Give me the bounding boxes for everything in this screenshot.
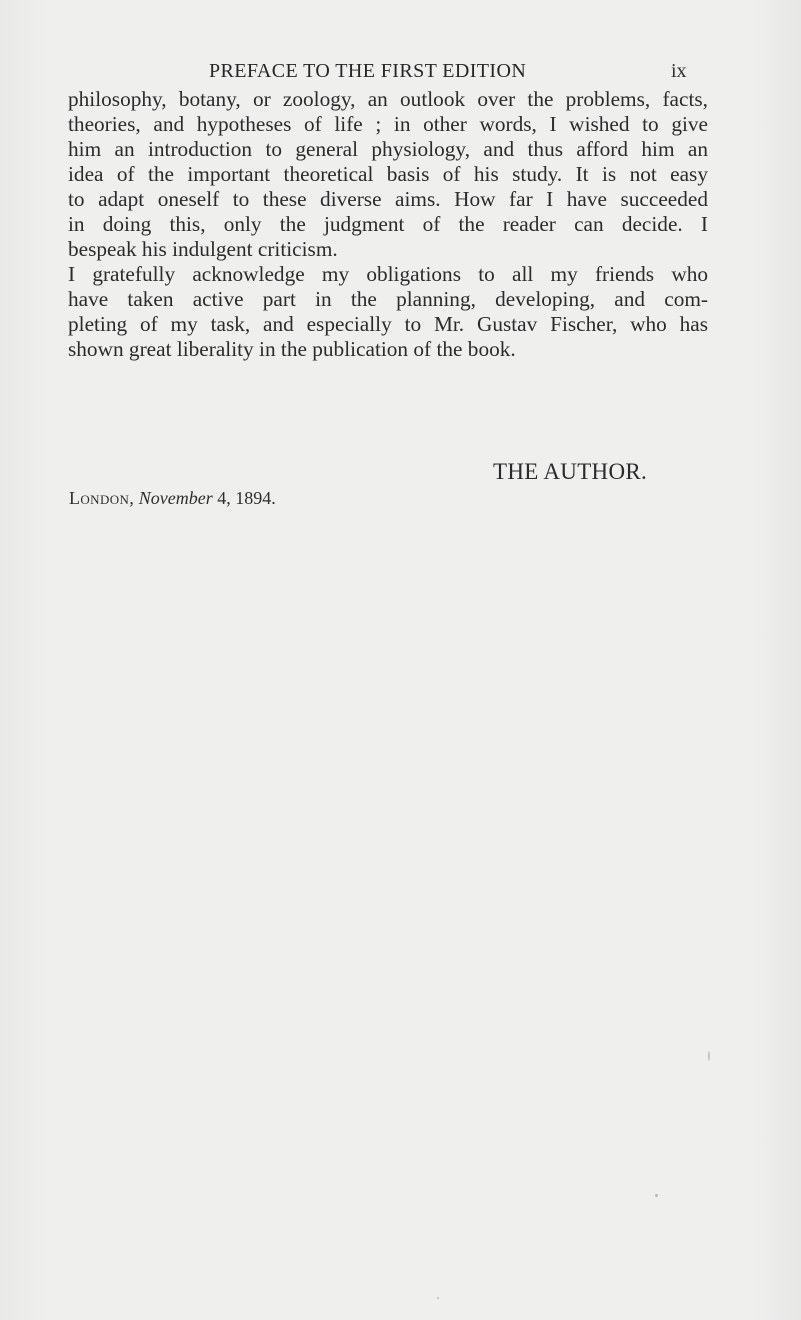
text-line: to adapt oneself to these diverse aims. How far I have succeeded <box>68 187 708 211</box>
text-line: bespeak his indulgent criticism. <box>68 237 338 261</box>
text-line: him an introduction to general physiology, and thus afford him an <box>68 137 708 161</box>
dateline-day-year: 4, 1894. <box>212 488 276 508</box>
text-line: I gratefully acknowledge my obligations to all my friends who <box>68 262 708 286</box>
dateline-month: November <box>138 488 213 508</box>
text-line: pleting of my task, and especially to Mr. Gustav Fischer, who has <box>68 312 708 336</box>
text-line: theories, and hypotheses of life ; in other words, I wished to give <box>68 112 708 136</box>
text-line: shown great liberality in the publication of the book. <box>68 337 516 361</box>
paper-speck <box>437 1297 439 1299</box>
page-number: ix <box>671 60 687 82</box>
dateline-place: London, <box>69 488 135 508</box>
dateline <box>69 488 276 509</box>
preface-body <box>68 87 708 362</box>
text-line: in doing this, only the judgment of the reader can decide. I <box>68 212 708 236</box>
running-head: PREFACE TO THE FIRST EDITION <box>209 60 527 82</box>
text-line: have taken active part in the planning, developing, and com- <box>68 287 708 311</box>
paper-speck <box>708 1051 710 1061</box>
text-line: idea of the important theoretical basis of his study. It is not easy <box>68 162 708 186</box>
paper-speck <box>655 1194 658 1197</box>
text-line: philosophy, botany, or zoology, an outlook over the problems, facts, <box>68 87 708 111</box>
author-signature: THE AUTHOR. <box>493 459 648 484</box>
